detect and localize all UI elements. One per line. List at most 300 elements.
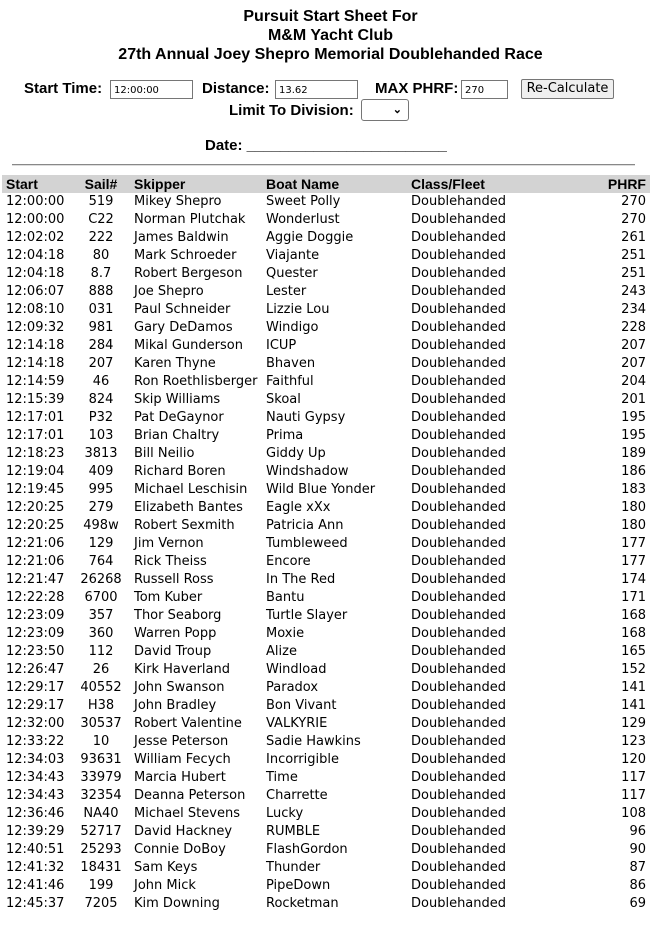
class-fleet-cell: Doublehanded <box>411 482 507 497</box>
phrf-cell: 69 <box>629 896 646 911</box>
start-time-cell: 12:14:18 <box>6 356 65 371</box>
class-fleet-cell: Doublehanded <box>411 662 507 677</box>
start-time-cell: 12:26:47 <box>6 662 65 677</box>
skipper-cell: Paul Schneider <box>134 302 231 317</box>
sail-number-cell: 7205 <box>84 896 118 911</box>
table-header-row <box>2 175 650 193</box>
start-time-cell: 12:04:18 <box>6 248 65 263</box>
sail-number-cell: 6700 <box>84 590 118 605</box>
start-time-cell: 12:20:25 <box>6 518 65 533</box>
class-fleet-cell: Doublehanded <box>411 644 507 659</box>
table-row <box>2 265 650 283</box>
sail-number-cell: 031 <box>88 302 114 317</box>
boat-name-cell: Sweet Polly <box>266 194 341 209</box>
sail-number-cell: 199 <box>88 878 114 893</box>
sail-number-cell: 26 <box>92 662 110 677</box>
class-fleet-cell: Doublehanded <box>411 878 507 893</box>
start-time-cell: 12:29:17 <box>6 698 65 713</box>
start-time-cell: 12:17:01 <box>6 428 65 443</box>
sail-number-cell: NA40 <box>83 806 119 821</box>
phrf-cell: 141 <box>621 698 646 713</box>
class-fleet-cell: Doublehanded <box>411 788 507 803</box>
class-fleet-cell: Doublehanded <box>411 518 507 533</box>
start-time-cell: 12:29:17 <box>6 680 65 695</box>
table-row <box>2 319 650 337</box>
boat-name-cell: In The Red <box>266 572 336 587</box>
col-sail: Sail# <box>84 176 118 192</box>
skipper-cell: Marcia Hubert <box>134 770 226 785</box>
start-time-cell: 12:08:10 <box>6 302 65 317</box>
sail-number-cell: 498w <box>83 518 119 533</box>
phrf-cell: 270 <box>621 194 646 209</box>
start-time-input[interactable]: 12:00:00 <box>110 80 193 99</box>
boat-name-cell: Encore <box>266 554 311 569</box>
start-time-cell: 12:39:29 <box>6 824 65 839</box>
sail-number-cell: 360 <box>88 626 114 641</box>
header-line-1: Pursuit Start Sheet For <box>243 8 418 25</box>
boat-name-cell: Faithful <box>266 374 314 389</box>
skipper-cell: Joe Shepro <box>134 284 204 299</box>
boat-name-cell: Skoal <box>266 392 301 407</box>
sail-number-cell: 357 <box>88 608 114 623</box>
start-time-cell: 12:34:43 <box>6 788 65 803</box>
skipper-cell: Ron Roethlisberger <box>134 374 258 389</box>
sail-number-cell: P32 <box>88 410 114 425</box>
sail-number-cell: 409 <box>88 464 114 479</box>
phrf-cell: 168 <box>621 608 646 623</box>
sail-number-cell: 33979 <box>80 770 122 785</box>
sail-number-cell: 40552 <box>80 680 122 695</box>
class-fleet-cell: Doublehanded <box>411 626 507 641</box>
skipper-cell: William Fecych <box>134 752 231 767</box>
skipper-cell: Bill Neilio <box>134 446 195 461</box>
phrf-cell: 87 <box>629 860 646 875</box>
phrf-cell: 183 <box>621 482 646 497</box>
class-fleet-cell: Doublehanded <box>411 374 507 389</box>
skipper-cell: Skip Williams <box>134 392 221 407</box>
page-header <box>0 0 661 64</box>
table-row <box>2 715 650 733</box>
start-time-cell: 12:15:39 <box>6 392 65 407</box>
skipper-cell: John Swanson <box>134 680 225 695</box>
phrf-cell: 180 <box>621 518 646 533</box>
table-row <box>2 193 650 211</box>
skipper-cell: Mikal Gunderson <box>134 338 243 353</box>
class-fleet-cell: Doublehanded <box>411 320 507 335</box>
boat-name-cell: Wild Blue Yonder <box>266 482 376 497</box>
class-fleet-cell: Doublehanded <box>411 194 507 209</box>
skipper-cell: Jesse Peterson <box>134 734 229 749</box>
skipper-cell: Deanna Peterson <box>134 788 246 803</box>
start-time-cell: 12:14:18 <box>6 338 65 353</box>
skipper-cell: Russell Ross <box>134 572 214 587</box>
table-row <box>2 661 650 679</box>
phrf-cell: 129 <box>621 716 646 731</box>
skipper-cell: Elizabeth Bantes <box>134 500 243 515</box>
sail-number-cell: 279 <box>88 500 114 515</box>
start-time-cell: 12:21:06 <box>6 554 65 569</box>
start-time-cell: 12:32:00 <box>6 716 65 731</box>
table-row <box>2 769 650 787</box>
distance-label: Distance: <box>202 80 270 97</box>
sail-number-cell: 8.7 <box>90 266 112 281</box>
table-row <box>2 733 650 751</box>
boat-name-cell: Windshadow <box>266 464 349 479</box>
recalculate-button[interactable]: Re-Calculate <box>521 79 614 99</box>
sail-number-cell: 18431 <box>80 860 122 875</box>
table-row <box>2 841 650 859</box>
start-time-cell: 12:21:47 <box>6 572 65 587</box>
class-fleet-cell: Doublehanded <box>411 284 507 299</box>
table-row <box>2 607 650 625</box>
boat-name-cell: Tumbleweed <box>266 536 348 551</box>
start-time-cell: 12:00:00 <box>6 194 65 209</box>
class-fleet-cell: Doublehanded <box>411 608 507 623</box>
sail-number-cell: 25293 <box>80 842 122 857</box>
sail-number-cell: 995 <box>88 482 114 497</box>
table-row <box>2 895 650 913</box>
table-row <box>2 301 650 319</box>
sail-number-cell: 284 <box>88 338 114 353</box>
start-time-cell: 12:02:02 <box>6 230 65 245</box>
phrf-cell: 171 <box>621 590 646 605</box>
class-fleet-cell: Doublehanded <box>411 428 507 443</box>
skipper-cell: Norman Plutchak <box>134 212 246 227</box>
skipper-cell: Michael Leschisin <box>134 482 248 497</box>
phrf-cell: 177 <box>621 554 646 569</box>
boat-name-cell: PipeDown <box>266 878 331 893</box>
col-start: Start <box>6 176 38 192</box>
boat-name-cell: Giddy Up <box>266 446 326 461</box>
skipper-cell: Pat DeGaynor <box>134 410 224 425</box>
table-row <box>2 679 650 697</box>
table-row <box>2 409 650 427</box>
phrf-cell: 90 <box>629 842 646 857</box>
boat-name-cell: Lester <box>266 284 307 299</box>
col-skipper: Skipper <box>134 176 186 192</box>
sail-number-cell: 93631 <box>80 752 122 767</box>
start-time-cell: 12:14:59 <box>6 374 65 389</box>
skipper-cell: Robert Sexmith <box>134 518 235 533</box>
division-select[interactable] <box>361 99 409 121</box>
max-phrf-label: MAX PHRF: <box>375 80 459 97</box>
table-row <box>2 517 650 535</box>
sail-number-cell: 3813 <box>84 446 118 461</box>
phrf-cell: 141 <box>621 680 646 695</box>
skipper-cell: Robert Bergeson <box>134 266 243 281</box>
start-time-cell: 12:33:22 <box>6 734 65 749</box>
phrf-cell: 165 <box>621 644 646 659</box>
boat-name-cell: VALKYRIE <box>266 716 328 731</box>
start-time-cell: 12:45:37 <box>6 896 65 911</box>
col-boat-name: Boat Name <box>266 176 340 192</box>
sail-number-cell: 26268 <box>80 572 122 587</box>
phrf-cell: 186 <box>621 464 646 479</box>
boat-name-cell: Incorrigible <box>266 752 339 767</box>
boat-name-cell: Rocketman <box>266 896 339 911</box>
phrf-cell: 120 <box>621 752 646 767</box>
skipper-cell: Rick Theiss <box>134 554 207 569</box>
boat-name-cell: Moxie <box>266 626 305 641</box>
phrf-cell: 96 <box>629 824 646 839</box>
phrf-cell: 117 <box>621 788 646 803</box>
phrf-cell: 228 <box>621 320 646 335</box>
table-row <box>2 589 650 607</box>
start-time-cell: 12:34:03 <box>6 752 65 767</box>
class-fleet-cell: Doublehanded <box>411 230 507 245</box>
boat-name-cell: Quester <box>266 266 318 281</box>
table-row <box>2 283 650 301</box>
sail-number-cell: 80 <box>92 248 110 263</box>
sail-number-cell: 52717 <box>80 824 122 839</box>
start-time-cell: 12:23:09 <box>6 608 65 623</box>
class-fleet-cell: Doublehanded <box>411 590 507 605</box>
skipper-cell: Robert Valentine <box>134 716 242 731</box>
boat-name-cell: Sadie Hawkins <box>266 734 361 749</box>
skipper-cell: Kirk Haverland <box>134 662 230 677</box>
distance-input[interactable]: 13.62 <box>275 80 358 99</box>
boat-name-cell: Eagle xXx <box>266 500 331 515</box>
phrf-cell: 177 <box>621 536 646 551</box>
skipper-cell: Tom Kuber <box>134 590 203 605</box>
phrf-cell: 86 <box>629 878 646 893</box>
boat-name-cell: Windigo <box>266 320 319 335</box>
table-row <box>2 247 650 265</box>
boat-name-cell: Bantu <box>266 590 305 605</box>
boat-name-cell: RUMBLE <box>266 824 321 839</box>
class-fleet-cell: Doublehanded <box>411 446 507 461</box>
sail-number-cell: 824 <box>88 392 114 407</box>
table-row <box>2 625 650 643</box>
table-row <box>2 535 650 553</box>
skipper-cell: Connie DoBoy <box>134 842 226 857</box>
start-time-cell: 12:21:06 <box>6 536 65 551</box>
sail-number-cell: 129 <box>88 536 114 551</box>
start-time-cell: 12:23:09 <box>6 626 65 641</box>
max-phrf-input[interactable]: 270 <box>461 80 508 99</box>
phrf-cell: 123 <box>621 734 646 749</box>
boat-name-cell: Prima <box>266 428 304 443</box>
table-row <box>2 499 650 517</box>
boat-name-cell: Paradox <box>266 680 319 695</box>
skipper-cell: Michael Stevens <box>134 806 240 821</box>
class-fleet-cell: Doublehanded <box>411 680 507 695</box>
chevron-down-icon: ⌄ <box>392 104 402 116</box>
class-fleet-cell: Doublehanded <box>411 338 507 353</box>
table-row <box>2 553 650 571</box>
sail-number-cell: 981 <box>88 320 114 335</box>
class-fleet-cell: Doublehanded <box>411 896 507 911</box>
boat-name-cell: Time <box>266 770 298 785</box>
skipper-cell: Kim Downing <box>134 896 220 911</box>
phrf-cell: 207 <box>621 356 646 371</box>
class-fleet-cell: Doublehanded <box>411 824 507 839</box>
class-fleet-cell: Doublehanded <box>411 410 507 425</box>
sail-number-cell: C22 <box>88 212 114 227</box>
phrf-cell: 243 <box>621 284 646 299</box>
sail-number-cell: 764 <box>88 554 114 569</box>
phrf-cell: 270 <box>621 212 646 227</box>
start-time-cell: 12:40:51 <box>6 842 65 857</box>
boat-name-cell: FlashGordon <box>266 842 348 857</box>
col-phrf: PHRF <box>607 176 646 192</box>
class-fleet-cell: Doublehanded <box>411 500 507 515</box>
table-row <box>2 229 650 247</box>
division-label: Limit To Division: <box>229 102 354 119</box>
skipper-cell: David Troup <box>134 644 212 659</box>
phrf-cell: 168 <box>621 626 646 641</box>
skipper-cell: Warren Popp <box>134 626 217 641</box>
table-row <box>2 211 650 229</box>
table-row <box>2 877 650 895</box>
phrf-cell: 174 <box>621 572 646 587</box>
table-row <box>2 337 650 355</box>
sail-number-cell: 207 <box>88 356 114 371</box>
phrf-cell: 207 <box>621 338 646 353</box>
start-time-cell: 12:19:04 <box>6 464 65 479</box>
start-time-cell: 12:04:18 <box>6 266 65 281</box>
start-sheet-table <box>2 175 650 913</box>
table-row <box>2 427 650 445</box>
table-row <box>2 373 650 391</box>
class-fleet-cell: Doublehanded <box>411 734 507 749</box>
start-time-cell: 12:00:00 <box>6 212 65 227</box>
phrf-cell: 108 <box>621 806 646 821</box>
phrf-cell: 234 <box>621 302 646 317</box>
phrf-cell: 204 <box>621 374 646 389</box>
class-fleet-cell: Doublehanded <box>411 266 507 281</box>
boat-name-cell: Windload <box>266 662 327 677</box>
sail-number-cell: 888 <box>88 284 114 299</box>
table-row <box>2 391 650 409</box>
class-fleet-cell: Doublehanded <box>411 806 507 821</box>
start-time-cell: 12:41:46 <box>6 878 65 893</box>
boat-name-cell: Viajante <box>266 248 320 263</box>
sail-number-cell: 46 <box>92 374 110 389</box>
table-row <box>2 787 650 805</box>
start-time-cell: 12:41:32 <box>6 860 65 875</box>
start-time-cell: 12:18:23 <box>6 446 65 461</box>
start-time-cell: 12:19:45 <box>6 482 65 497</box>
phrf-cell: 189 <box>621 446 646 461</box>
class-fleet-cell: Doublehanded <box>411 536 507 551</box>
start-time-cell: 12:23:50 <box>6 644 65 659</box>
start-time-cell: 12:17:01 <box>6 410 65 425</box>
boat-name-cell: Aggie Doggie <box>266 230 354 245</box>
boat-name-cell: Wonderlust <box>266 212 340 227</box>
sail-number-cell: 112 <box>88 644 114 659</box>
class-fleet-cell: Doublehanded <box>411 356 507 371</box>
boat-name-cell: Alize <box>266 644 297 659</box>
skipper-cell: James Baldwin <box>134 230 229 245</box>
class-fleet-cell: Doublehanded <box>411 302 507 317</box>
table-row <box>2 571 650 589</box>
phrf-cell: 195 <box>621 410 646 425</box>
skipper-cell: Jim Vernon <box>134 536 204 551</box>
start-time-label: Start Time: <box>24 80 103 97</box>
phrf-cell: 152 <box>621 662 646 677</box>
table-row <box>2 445 650 463</box>
sail-number-cell: 32354 <box>80 788 122 803</box>
phrf-cell: 117 <box>621 770 646 785</box>
divider <box>12 164 635 166</box>
skipper-cell: Sam Keys <box>134 860 198 875</box>
start-time-cell: 12:34:43 <box>6 770 65 785</box>
date-line: Date: ________________________ <box>205 137 447 154</box>
skipper-cell: Richard Boren <box>134 464 226 479</box>
boat-name-cell: Nauti Gypsy <box>266 410 346 425</box>
race-name: 27th Annual Joey Shepro Memorial Doublehanded Race <box>118 46 543 63</box>
class-fleet-cell: Doublehanded <box>411 464 507 479</box>
col-class-fleet: Class/Fleet <box>411 176 485 192</box>
boat-name-cell: Charrette <box>266 788 328 803</box>
table-row <box>2 751 650 769</box>
boat-name-cell: Turtle Slayer <box>266 608 348 623</box>
start-time-cell: 12:20:25 <box>6 500 65 515</box>
sail-number-cell: 30537 <box>80 716 122 731</box>
phrf-cell: 251 <box>621 248 646 263</box>
phrf-cell: 201 <box>621 392 646 407</box>
skipper-cell: Thor Seaborg <box>134 608 222 623</box>
start-time-cell: 12:06:07 <box>6 284 65 299</box>
table-row <box>2 805 650 823</box>
start-time-cell: 12:36:46 <box>6 806 65 821</box>
table-row <box>2 643 650 661</box>
skipper-cell: David Hackney <box>134 824 233 839</box>
boat-name-cell: Thunder <box>266 860 321 875</box>
start-time-cell: 12:22:28 <box>6 590 65 605</box>
skipper-cell: John Mick <box>134 878 196 893</box>
class-fleet-cell: Doublehanded <box>411 248 507 263</box>
table-row <box>2 859 650 877</box>
sail-number-cell: H38 <box>87 698 115 713</box>
club-name: M&M Yacht Club <box>267 27 394 44</box>
sail-number-cell: 222 <box>88 230 114 245</box>
start-time-cell: 12:09:32 <box>6 320 65 335</box>
class-fleet-cell: Doublehanded <box>411 860 507 875</box>
table-row <box>2 823 650 841</box>
boat-name-cell: Bon Vivant <box>266 698 337 713</box>
skipper-cell: John Bradley <box>134 698 217 713</box>
phrf-cell: 195 <box>621 428 646 443</box>
table-row <box>2 463 650 481</box>
boat-name-cell: Lucky <box>266 806 304 821</box>
class-fleet-cell: Doublehanded <box>411 212 507 227</box>
skipper-cell: Mikey Shepro <box>134 194 222 209</box>
skipper-cell: Brian Chaltry <box>134 428 220 443</box>
class-fleet-cell: Doublehanded <box>411 842 507 857</box>
boat-name-cell: Patricia Ann <box>266 518 344 533</box>
table-row <box>2 697 650 715</box>
sail-number-cell: 519 <box>88 194 114 209</box>
boat-name-cell: Lizzie Lou <box>266 302 330 317</box>
sail-number-cell: 10 <box>92 734 110 749</box>
skipper-cell: Mark Schroeder <box>134 248 237 263</box>
phrf-cell: 180 <box>621 500 646 515</box>
table-row <box>2 355 650 373</box>
class-fleet-cell: Doublehanded <box>411 752 507 767</box>
class-fleet-cell: Doublehanded <box>411 572 507 587</box>
table-row <box>2 481 650 499</box>
skipper-cell: Karen Thyne <box>134 356 216 371</box>
phrf-cell: 251 <box>621 266 646 281</box>
class-fleet-cell: Doublehanded <box>411 554 507 569</box>
phrf-cell: 261 <box>621 230 646 245</box>
boat-name-cell: Bhaven <box>266 356 316 371</box>
class-fleet-cell: Doublehanded <box>411 698 507 713</box>
boat-name-cell: ICUP <box>266 338 297 353</box>
sail-number-cell: 103 <box>88 428 114 443</box>
